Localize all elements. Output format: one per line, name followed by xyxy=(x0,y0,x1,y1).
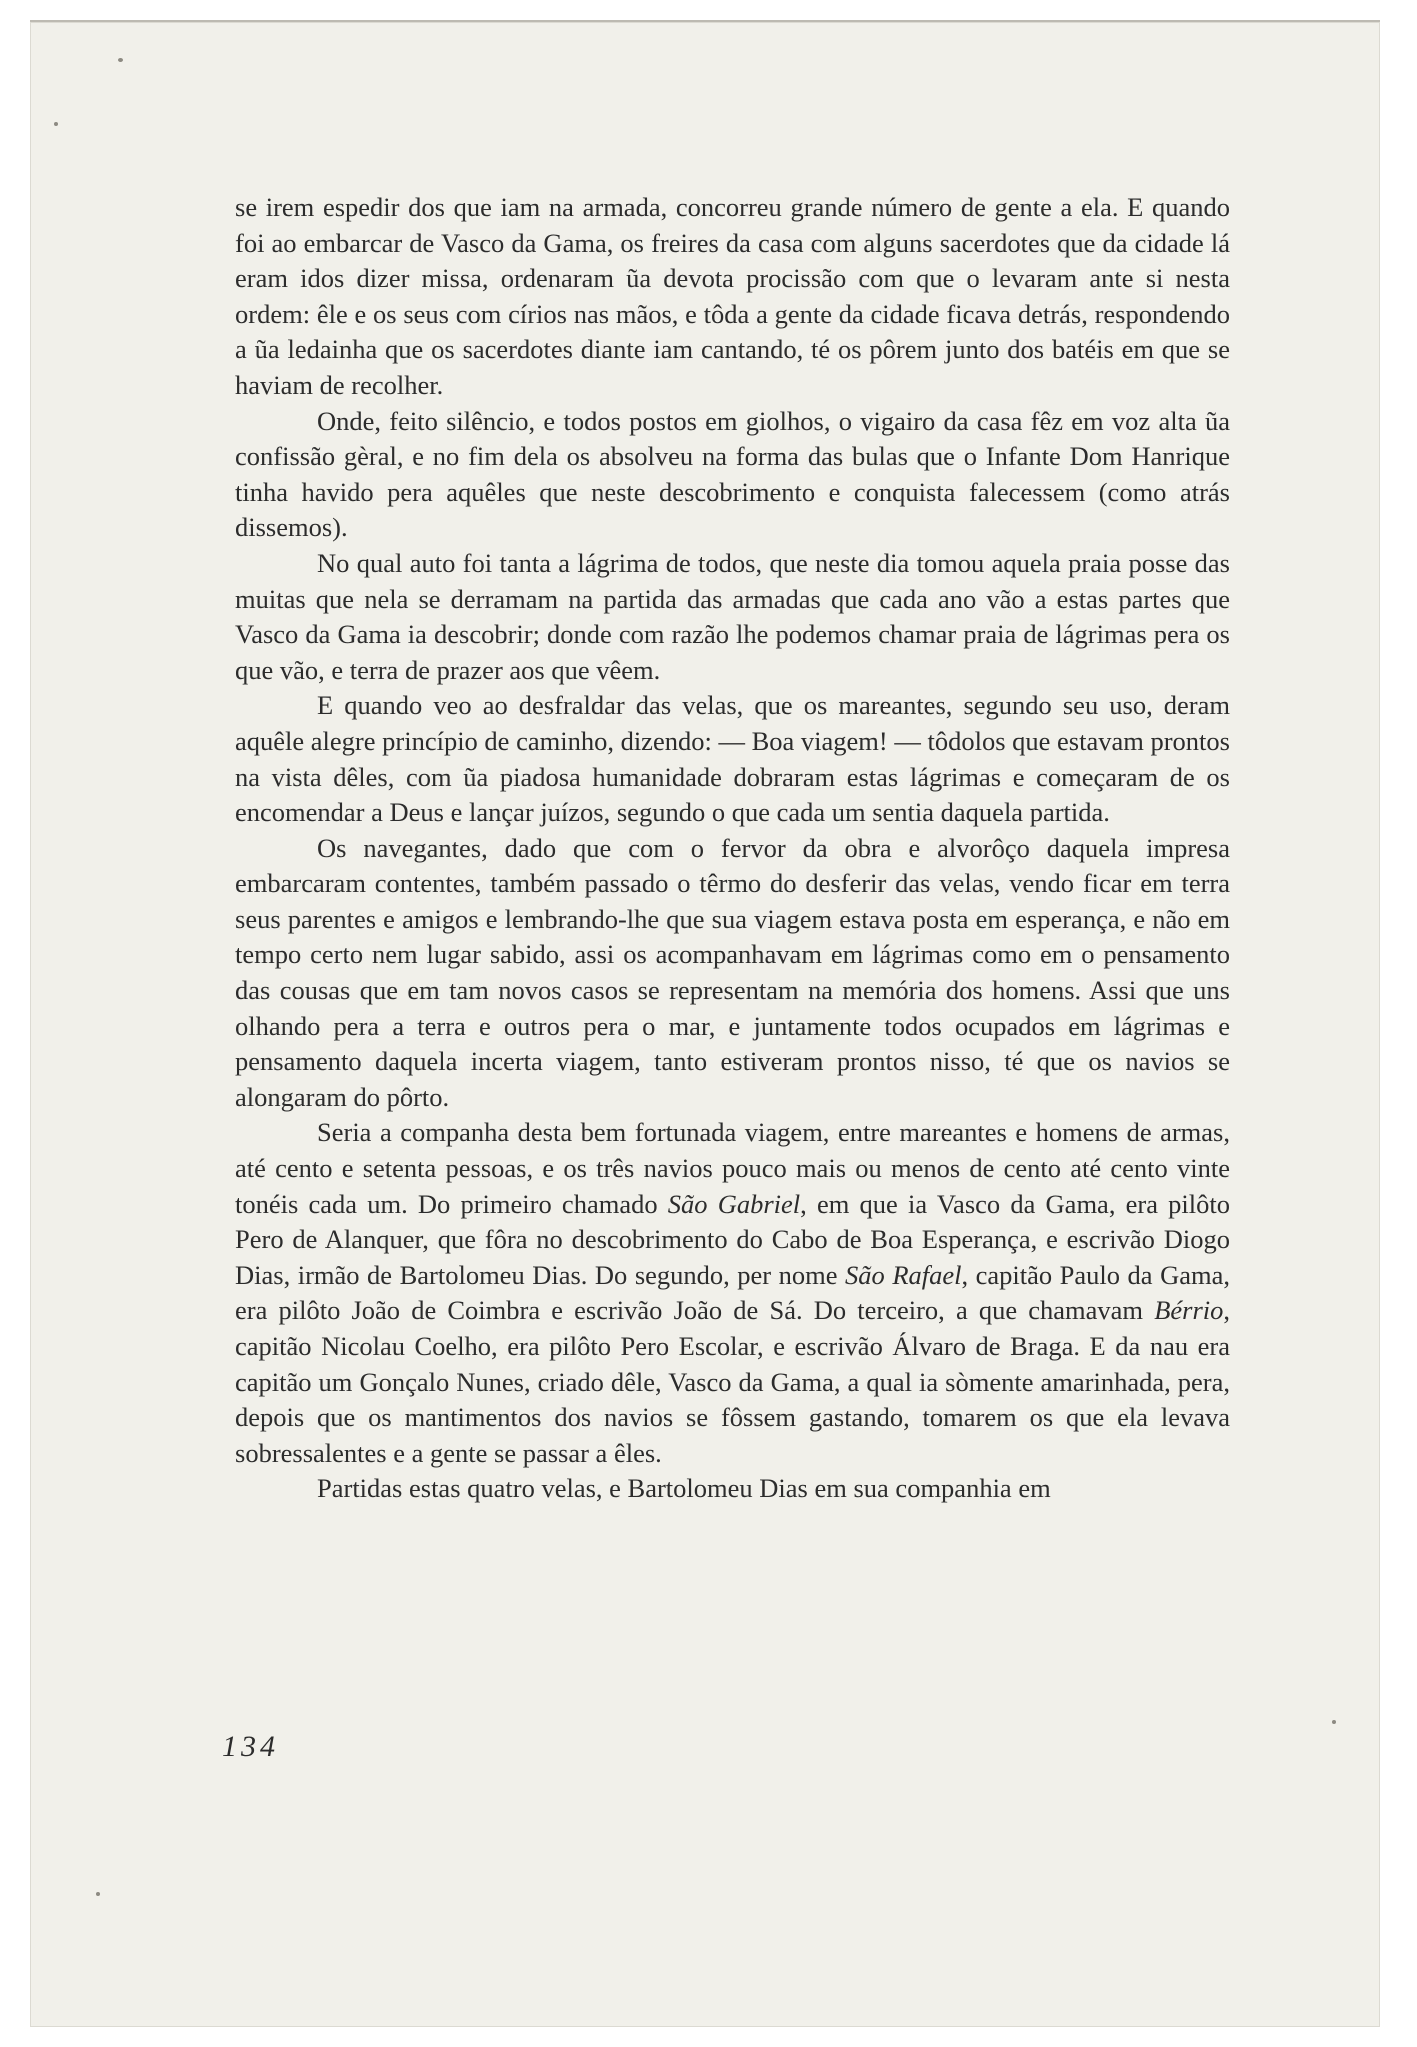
paper-speck xyxy=(118,58,123,62)
ship-name: Bérrio xyxy=(1154,1295,1224,1326)
paragraph: Onde, feito silêncio, e todos postos em giolhos, o vigairo da casa fêz em voz alta ũa confissão gèral, e no fim dela os absolveu na forma das bulas que o Infante Dom Hanrique tinha havido pera aquêles que neste descobrimento e conquista falecessem (como atrás dissemos). xyxy=(235,405,1230,543)
ship-name: São Gabriel xyxy=(667,1188,801,1219)
paragraph: E quando veo ao desfraldar das velas, que os mareantes, segundo seu uso, deram aquêle alegre princípio de caminho, dizendo: — Boa viagem! — tôdolos que estavam prontos na vista dêles, com ũa piadosa humanidade dobraram estas lágrimas e começaram de os encomendar a Deus e lançar juízos, segundo o que cada um sentia daquela partida. xyxy=(235,690,1230,828)
paragraph-text: , em que ia Vasco da Gama, era pilôto Pero de Alanquer, que fôra no descobrimento do Cabo de Boa Esperança, e escrivão Diogo Dias, irmão de Bartolomeu Dias. Do segundo, per nome xyxy=(235,1188,1231,1290)
paragraph-text: Seria a companha desta bem fortunada viagem, entre mareantes e homens de armas, até cento e setenta pessoas, e os três navios pouco mais ou menos de cento até cento vinte tonéis cada um. Do primeiro chamado xyxy=(235,1117,1230,1219)
paper-speck xyxy=(1332,1720,1336,1724)
body-text xyxy=(235,190,1230,1507)
paragraph: se irem espedir dos que iam na armada, concorreu grande número de gente a ela. E quando foi ao embarcar de Vasco da Gama, os freires da casa com alguns sacerdotes que da cidade lá eram idos dizer missa, ordenaram ũa devota procissão com que o levaram ante si nesta ordem: êle e os seus com círios nas mãos, e tôda a gente da cidade ficava detrás, respondendo a ũa ledainha que os sacerdotes diante iam cantando, té os pôrem junto dos batéis em que se haviam de recolher. xyxy=(235,192,1230,400)
page-number: 134 xyxy=(222,1730,279,1763)
paragraph: Os navegantes, dado que com o fervor da obra e alvorôço daquela impresa embarcaram contentes, também passado o têrmo do desferir das velas, vendo ficar em terra seus parentes e amigos e lembrando-lhe que sua viagem estava posta em esperança, e não em tempo certo nem lugar sabido, assi os acompanhavam em lágrimas como em o pensamento das cousas que em tam novos casos se representam na memória dos homens. Assi que uns olhando pera a terra e outros pera o mar, e juntamente todos ocupados em lágrimas e pensamento daquela incerta viagem, tanto estiveram prontos nisso, té que os navios se alongaram do pôrto. xyxy=(235,832,1230,1112)
paragraph-last-line: Partidas estas quatro velas, e Bartolomeu Dias em sua companhia em xyxy=(317,1473,1051,1504)
paragraph-text: , capitão Paulo da Gama, era pilôto João de Coimbra e escrivão João de Sá. Do terceiro, a que chamavam xyxy=(235,1259,1230,1326)
paragraph-text: , capitão Nicolau Coelho, era pilôto Pero Escolar, e escrivão Álvaro de Braga. E da nau era capitão um Gonçalo Nunes, criado dêle, Vasco da Gama, a qual ia sòmente amarinhada, pera, depois que os mantimentos dos navios se fôssem gastando, tomarem os que ela levava sobressalentes e a gente se passar a êles. xyxy=(235,1295,1230,1468)
paper-speck xyxy=(96,1892,100,1896)
paragraph-ships xyxy=(235,1115,1230,1471)
ship-name: São Rafael xyxy=(845,1259,962,1290)
paper-speck xyxy=(54,122,58,126)
paragraph: No qual auto foi tanta a lágrima de todos, que neste dia tomou aquela praia posse das muitas que nela se derramam na partida das armadas que cada ano vão a estas partes que Vasco da Gama ia descobrir; donde com razão lhe podemos chamar praia de lágrimas pera os que vão, e terra de prazer aos que vêem. xyxy=(235,547,1230,685)
